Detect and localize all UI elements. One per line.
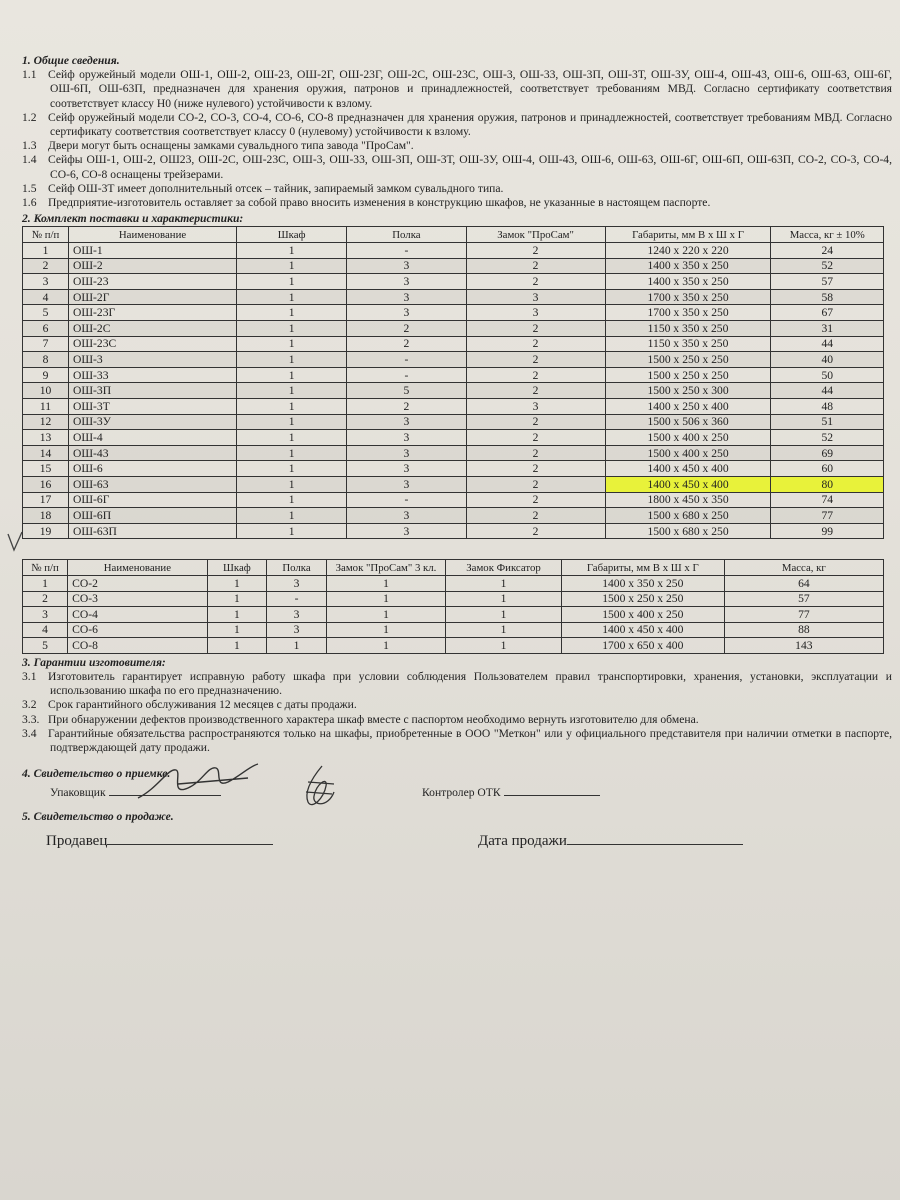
table-cell: 77 [771,508,884,524]
table-cell: 6 [23,321,69,337]
clause-number: 3.2 [22,698,37,712]
clause-text: Изготовитель гарантирует исправную работу шкафа при условии соблюдения Пользователем правил транспортировки, хранения, установки, эксплуатации и использованию шкафа по его предназначению. [48,670,892,698]
table-cell: 1 [326,575,445,591]
table-cell: 2 [466,243,605,259]
table-row [23,476,884,492]
table-cell: ОШ-43 [68,445,236,461]
table-cell: 1 [237,367,347,383]
table-cell: ОШ-6 [68,461,236,477]
clause-text: Сейф оружейный модели СО-2, СО-3, СО-4, СО-6, СО-8 предназначен для хранения оружия, патронов и принадлежностей, соответствует требованиям МВД. Согласно сертификату соответствия соответствует классу 0 (нулевому) устойчивости к взлому. [48,110,892,139]
table-cell: 1500 х 400 х 250 [605,445,771,461]
clause-number: 1.2 [22,110,37,124]
sale-date-label: Дата продажи [478,832,567,849]
table-cell: 44 [771,383,884,399]
table-cell: 58 [771,289,884,305]
table-cell: 1240 х 220 х 220 [605,243,771,259]
clause-text: Предприятие-изготовитель оставляет за собой право вносить изменения в конструкцию шкафов, не указанные в настоящем паспорте. [48,196,711,210]
clause-number: 3.1 [22,670,37,684]
table-cell: 1 [237,430,347,446]
table-cell: 74 [771,492,884,508]
table-cell: ОШ-6П [68,508,236,524]
table-cell: 3 [347,523,466,539]
table-cell: 15 [23,461,69,477]
table-cell: ОШ-23С [68,336,236,352]
table-cell: 14 [23,445,69,461]
column-header: № п/п [23,227,69,243]
table-cell: 2 [466,258,605,274]
table-cell: 3 [347,445,466,461]
table-cell: 3 [347,289,466,305]
table-cell: 2 [347,321,466,337]
table-row [23,243,884,259]
table-row [23,430,884,446]
table-cell: 1 [207,575,267,591]
table-cell: 1500 х 400 х 250 [561,607,724,623]
clause-number: 1.5 [22,181,37,195]
table-cell: 1 [446,607,562,623]
table-cell: 48 [771,398,884,414]
table-cell: СО-6 [68,622,208,638]
clause-text: Сейф ОШ-3Т имеет дополнительный отсек – тайник, запираемый замком сувальдного типа. [48,181,504,195]
column-header: Шкаф [207,560,267,576]
table-cell: СО-2 [68,575,208,591]
column-header: Полка [267,560,327,576]
clause-number: 1.1 [22,68,37,82]
column-header: Замок Фиксатор [446,560,562,576]
table-cell: 3 [347,258,466,274]
table-cell: 1 [326,591,445,607]
table-cell: 1700 х 350 х 250 [605,289,771,305]
table-cell: 51 [771,414,884,430]
table-cell: 1400 х 350 х 250 [605,258,771,274]
table-cell: 3 [466,305,605,321]
table-cell: 2 [466,492,605,508]
table-cell: 60 [771,461,884,477]
table-cell: 2 [466,367,605,383]
table-row [23,321,884,337]
clause-number: 3.3. [22,712,40,726]
column-header: Замок "ПроСам" 3 кл. [326,560,445,576]
table-cell: 1700 х 350 х 250 [605,305,771,321]
table-cell: 1 [237,445,347,461]
table-cell: 69 [771,445,884,461]
table-cell: 1 [23,575,68,591]
table-cell: 1500 х 400 х 250 [605,430,771,446]
table-cell: 1 [207,622,267,638]
table-cell: 3 [347,305,466,321]
table-cell: 1 [237,398,347,414]
clause [22,196,892,210]
table-cell: 3 [23,607,68,623]
table-cell: 50 [771,367,884,383]
table-cell: 8 [23,352,69,368]
table-cell: 2 [23,591,68,607]
table-cell: 3 [466,398,605,414]
table-cell: 2 [466,445,605,461]
table-cell: 1 [446,591,562,607]
table-cell: 2 [347,398,466,414]
section-1-title: 1. Общие сведения. [22,54,120,67]
table-row [23,289,884,305]
table-cell: 1150 х 350 х 250 [605,321,771,337]
table-cell: 2 [466,383,605,399]
table-row [23,305,884,321]
table-cell: 2 [466,430,605,446]
table-row [23,492,884,508]
table-cell: ОШ-63 [68,476,236,492]
table-cell: ОШ-3У [68,414,236,430]
table-cell: 2 [347,336,466,352]
table-cell: 5 [23,305,69,321]
table-cell: 7 [23,336,69,352]
controller-signature-line [504,795,600,796]
table-cell: СО-4 [68,607,208,623]
clause-number: 1.3 [22,139,37,153]
table-cell: 1500 х 506 х 360 [605,414,771,430]
clause [22,698,892,712]
clause-number: 1.6 [22,196,37,210]
table-cell: 1500 х 680 х 250 [605,508,771,524]
column-header: Габариты, мм В х Ш х Г [605,227,771,243]
table-row [23,336,884,352]
table-cell: 9 [23,367,69,383]
table-cell: 44 [771,336,884,352]
document-content [22,52,892,860]
table-row [23,508,884,524]
table-cell: 1 [237,414,347,430]
table-cell: 1 [237,352,347,368]
table-cell: 1 [237,492,347,508]
table-cell: 3 [23,274,69,290]
table-row [23,638,884,654]
table-cell: 19 [23,523,69,539]
table-cell: - [347,352,466,368]
table-cell: 64 [724,575,883,591]
safes-table-osh [22,226,884,539]
clause [22,182,892,196]
table-cell: 1500 х 250 х 300 [605,383,771,399]
table-row [23,383,884,399]
table-row [23,414,884,430]
section-5-title: 5. Свидетельство о продаже. [22,809,174,823]
table-cell: ОШ-2 [68,258,236,274]
column-header: Наименование [68,227,236,243]
table-cell: ОШ-6Г [68,492,236,508]
table-cell: 11 [23,398,69,414]
table-cell: 1 [207,638,267,654]
table-cell: 1 [326,622,445,638]
table-cell: 3 [347,414,466,430]
table-cell: 2 [466,352,605,368]
table-cell: 1 [237,383,347,399]
table-cell: 1 [237,523,347,539]
table-cell: 16 [23,476,69,492]
clause [22,68,892,111]
section-3-title: 3. Гарантии изготовителя: [22,655,166,669]
table-cell: 5 [347,383,466,399]
table-cell: 99 [771,523,884,539]
table-cell: 1 [237,461,347,477]
table-cell: 3 [267,622,327,638]
table-cell: 1 [446,638,562,654]
table-cell: 1400 х 350 х 250 [561,575,724,591]
table-cell: 3 [347,508,466,524]
table-cell: 1700 х 650 х 400 [561,638,724,654]
clause-text: Срок гарантийного обслуживания 12 месяцев с даты продажи. [48,698,357,712]
table-cell: 1 [207,607,267,623]
table-cell: 2 [466,476,605,492]
packer-label: Упаковщик [50,785,106,799]
clause [22,153,892,181]
column-header: Масса, кг ± 10% [771,227,884,243]
table-cell: 2 [466,414,605,430]
column-header: № п/п [23,560,68,576]
table-cell: 57 [771,274,884,290]
clause-text: Двери могут быть оснащены замками сувальдного типа завода "ПроСам". [48,139,414,153]
table-cell: - [347,492,466,508]
table-cell: 1400 х 450 х 400 [605,476,771,492]
table-cell: 1400 х 350 х 250 [605,274,771,290]
table-cell: 3 [347,430,466,446]
table-cell: 1 [237,321,347,337]
clause-number: 1.4 [22,153,37,167]
column-header: Полка [347,227,466,243]
table-cell: 1400 х 250 х 400 [605,398,771,414]
table-cell: 1 [237,243,347,259]
otk-signature [294,762,344,814]
seller-label: Продавец [46,832,108,849]
table-cell: ОШ-3 [68,352,236,368]
table-cell: 1150 х 350 х 250 [605,336,771,352]
table-cell: 52 [771,258,884,274]
table-cell: 52 [771,430,884,446]
table-row [23,607,884,623]
table-cell: 2 [466,508,605,524]
table-cell: 2 [466,321,605,337]
table-cell: 1 [446,622,562,638]
table-cell: 1 [237,305,347,321]
table-cell: 4 [23,289,69,305]
column-header: Масса, кг [724,560,883,576]
table-cell: 1 [237,274,347,290]
table-cell: 1 [326,638,445,654]
section-2-title: 2. Комплект поставки и характеристики: [22,212,244,226]
column-header: Габариты, мм В х Ш х Г [561,560,724,576]
table-cell: 3 [466,289,605,305]
section-4-title: 4. Свидетельство о приемке. [22,767,171,781]
table-cell: 5 [23,638,68,654]
table-cell: 1500 х 680 х 250 [605,523,771,539]
table-cell: 1 [237,289,347,305]
table-cell: 18 [23,508,69,524]
table-cell: 1500 х 250 х 250 [605,367,771,383]
table-row [23,575,884,591]
table-cell: 3 [267,607,327,623]
table-cell: 2 [466,274,605,290]
sale-row [22,830,892,860]
table-cell: 13 [23,430,69,446]
table-cell: 2 [23,258,69,274]
table-row [23,461,884,477]
table-cell: 67 [771,305,884,321]
table-cell: 1500 х 250 х 250 [561,591,724,607]
table-row [23,398,884,414]
table-cell: - [347,243,466,259]
column-header: Шкаф [237,227,347,243]
table-cell: СО-8 [68,638,208,654]
table-cell: 3 [267,575,327,591]
table-cell: 1400 х 450 х 400 [605,461,771,477]
seller-signature-line [107,844,273,845]
table-cell: 1 [267,638,327,654]
table-cell: 24 [771,243,884,259]
clause [22,111,892,139]
table-cell: 57 [724,591,883,607]
clause-text: Сейф оружейный модели ОШ-1, ОШ-2, ОШ-23, ОШ-2Г, ОШ-23Г, ОШ-2С, ОШ-23С, ОШ-3, ОШ-33, ОШ-3П, ОШ-3Т, ОШ-3У, ОШ-4, ОШ-43, ОШ-6, ОШ-63, ОШ-6Г, ОШ-6П, ОШ-63П, предназначен для хранения оружия, патронов и принадлежностей, соответствует требованиям МВД. Согласно сертификату соответствия соответствует классу Н0 (ниже нулевого) устойчивости к взлому. [48,68,892,110]
table-cell: 4 [23,622,68,638]
table-cell: 143 [724,638,883,654]
table-cell: 77 [724,607,883,623]
clause-number: 3.4 [22,726,37,740]
table-row [23,352,884,368]
table-cell: 80 [771,476,884,492]
table-cell: 1400 х 450 х 400 [561,622,724,638]
table-cell: 3 [347,274,466,290]
table-cell: ОШ-3Т [68,398,236,414]
table-cell: ОШ-23 [68,274,236,290]
table-row [23,258,884,274]
clause-text: Сейфы ОШ-1, ОШ-2, ОШ23, ОШ-2С, ОШ-23С, ОШ-3, ОШ-33, ОШ-3П, ОШ-3Т, ОШ-3У, ОШ-4, ОШ-43, ОШ-6, ОШ-63, ОШ-6Г, ОШ-6П, ОШ-63П, СО-2, СО-3, СО-4, СО-6, СО-8 оснащены трейзерами. [48,153,892,181]
table-cell: 31 [771,321,884,337]
clause [22,139,892,153]
table-cell: ОШ-2С [68,321,236,337]
table-cell: ОШ-63П [68,523,236,539]
table-row [23,445,884,461]
table-cell: - [267,591,327,607]
packer-signature [118,758,268,808]
clause [22,727,892,755]
table-cell: 1 [446,575,562,591]
table-cell: 2 [466,336,605,352]
table-cell: 12 [23,414,69,430]
table-cell: ОШ-2Г [68,289,236,305]
table-cell: - [347,367,466,383]
table-cell: 1 [207,591,267,607]
table-header-row [23,560,884,576]
table-cell: 1 [23,243,69,259]
table-row [23,523,884,539]
table-cell: 2 [466,461,605,477]
table-cell: 88 [724,622,883,638]
clause-text: При обнаружении дефектов производственного характера шкаф вместе с паспортом необходимо вернуть изготовителю для обмена. [48,712,699,726]
table-cell: ОШ-3П [68,383,236,399]
table-row [23,367,884,383]
sale-date-line [567,844,743,845]
table-cell: 10 [23,383,69,399]
table-cell: ОШ-33 [68,367,236,383]
column-header: Наименование [68,560,208,576]
table-row [23,274,884,290]
table-cell: 3 [347,476,466,492]
section-1-list [22,68,892,210]
table-cell: ОШ-23Г [68,305,236,321]
safes-table-so [22,559,884,654]
controller-label: Контролер ОТК [422,785,501,799]
table-cell: СО-3 [68,591,208,607]
clause-text: Гарантийные обязательства распространяются только на шкафы, приобретенные в ООО "Меткон" или у официального представителя при наличии отметки в паспорте, подтверждающей дату продажи. [48,726,892,755]
table-cell: 1 [326,607,445,623]
clause [22,670,892,698]
section-3-list [22,670,892,755]
table-cell: 17 [23,492,69,508]
table-header-row [23,227,884,243]
clause [22,713,892,727]
table-cell: 40 [771,352,884,368]
table-cell: 3 [347,461,466,477]
column-header: Замок "ПроСам" [466,227,605,243]
acceptance-row [22,782,892,810]
table-cell: 1 [237,336,347,352]
table-cell: ОШ-1 [68,243,236,259]
table-cell: 2 [466,523,605,539]
table-cell: 1500 х 250 х 250 [605,352,771,368]
table-cell: ОШ-4 [68,430,236,446]
table-row [23,591,884,607]
table-cell: 1 [237,258,347,274]
table-cell: 1 [237,508,347,524]
table-row [23,622,884,638]
table-cell: 1 [237,476,347,492]
table-cell: 1800 х 450 х 350 [605,492,771,508]
